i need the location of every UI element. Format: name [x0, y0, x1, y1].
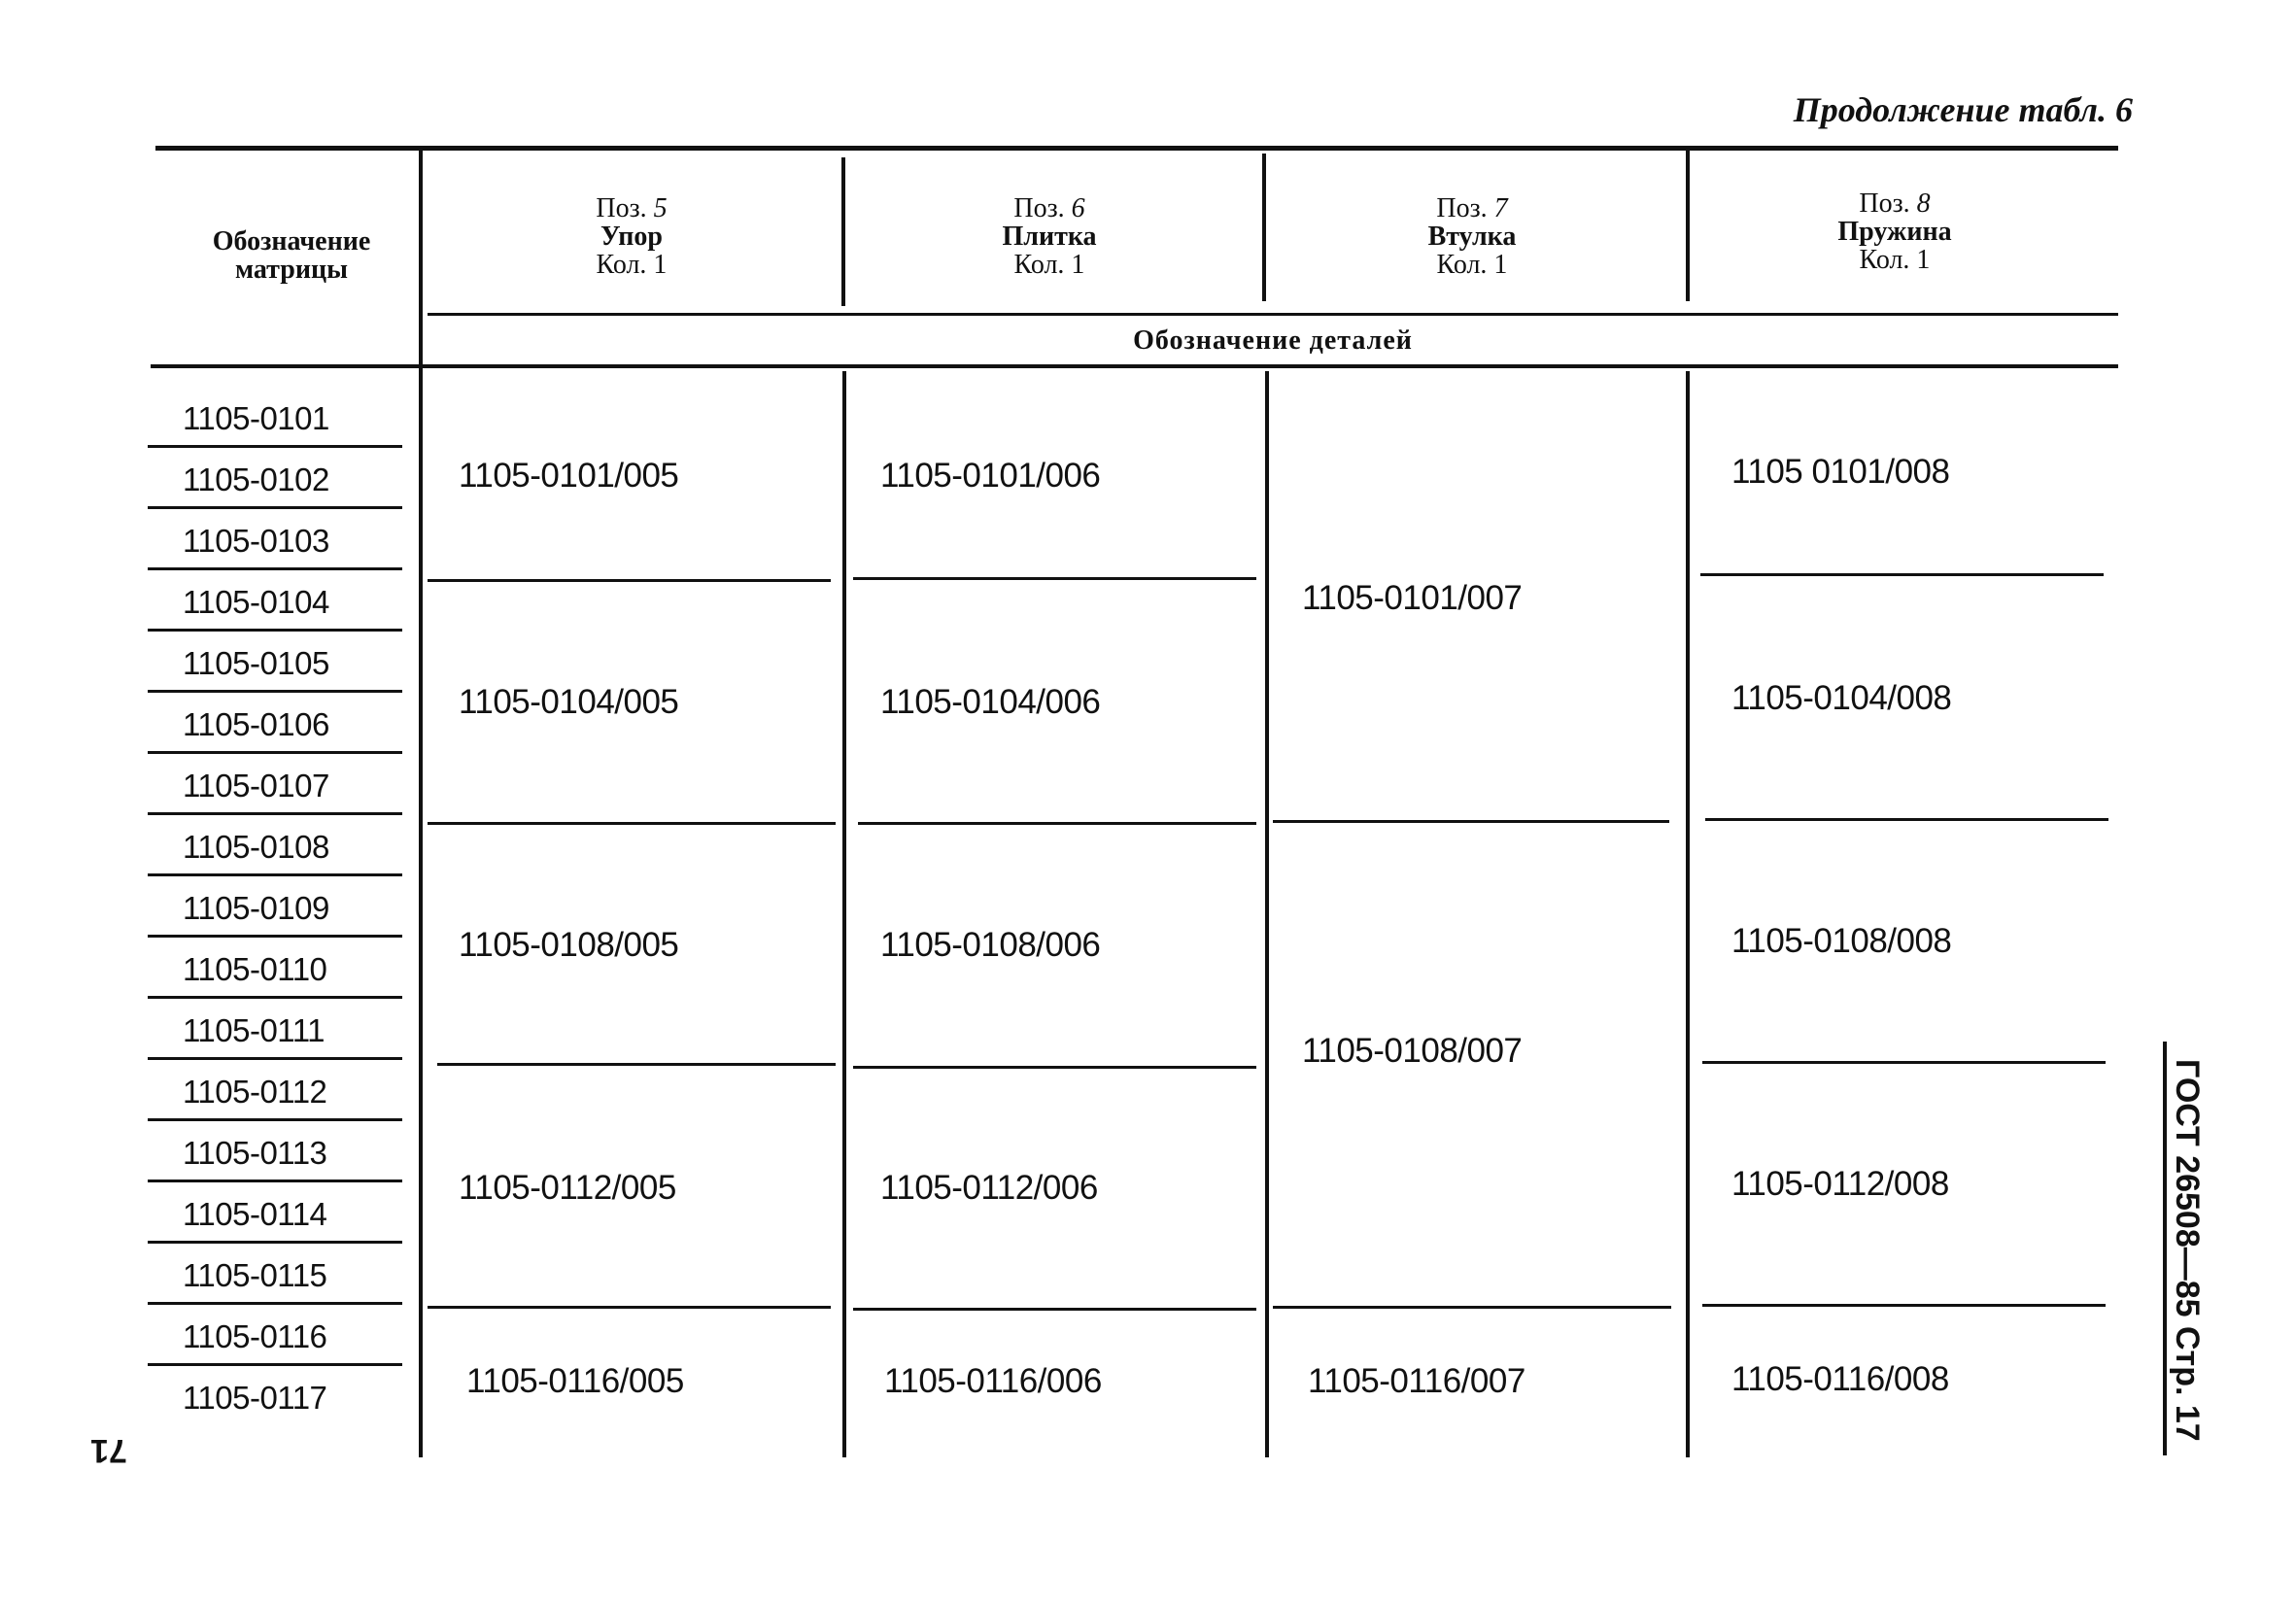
col-header-pos8-pos: Поз. 8 — [1859, 188, 1931, 219]
pos6-sep-2 — [858, 822, 1256, 825]
col-header-pos5-pos: Поз. 5 — [596, 193, 668, 223]
matrix-designation: 1105-0106 — [183, 706, 329, 742]
matrix-row-rule — [148, 751, 402, 754]
matrix-row-rule — [148, 1118, 402, 1121]
col-header-pos5-name: Упор — [600, 222, 663, 252]
continuation-caption: Продолжение табл. 6 — [1793, 90, 2133, 129]
col-header-pos7 — [1346, 194, 1598, 279]
matrix-row-rule — [148, 1363, 402, 1366]
matrix-row-rule — [148, 1241, 402, 1244]
col-line-3 — [1262, 154, 1266, 301]
matrix-row-rule — [148, 873, 402, 876]
col-header-pos6-qty: Кол. 1 — [1013, 250, 1085, 280]
col-header-pos6-name: Плитка — [1002, 222, 1097, 252]
matrix-row-rule — [148, 935, 402, 938]
pos5-sep-3 — [437, 1063, 836, 1066]
pos6-cell: 1105-0101/006 — [880, 457, 1101, 495]
col-line-2b — [842, 371, 846, 1457]
pos7-cell: 1105-0108/007 — [1302, 1032, 1523, 1070]
col-header-pos5-qty: Кол. 1 — [596, 250, 668, 280]
side-standard-label: ГОСТ 26508—85 Стр. 17 — [2169, 1059, 2206, 1442]
matrix-designation: 1105-0117 — [183, 1380, 327, 1416]
pos8-sep-2 — [1705, 818, 2108, 821]
pos7-sep-2 — [1273, 1306, 1671, 1309]
pos7-cell: 1105-0116/007 — [1308, 1362, 1525, 1400]
matrix-header — [155, 227, 428, 284]
pos5-cell: 1105-0101/005 — [459, 457, 679, 495]
col-line-2 — [841, 157, 845, 306]
col-header-pos8-name: Пружина — [1837, 217, 1952, 247]
col-header-pos7-qty: Кол. 1 — [1436, 250, 1508, 280]
matrix-designation: 1105-0113 — [183, 1135, 327, 1171]
pos6-cell: 1105-0108/006 — [880, 926, 1101, 964]
pos5-cell: 1105-0108/005 — [459, 926, 679, 964]
matrix-row-rule — [148, 629, 402, 632]
matrix-row-rule — [148, 506, 402, 509]
pos7-sep-1 — [1273, 820, 1669, 823]
matrix-designation: 1105-0104 — [183, 584, 329, 620]
col-header-pos5 — [505, 194, 758, 279]
table-top-rule — [155, 146, 2118, 151]
col-line-4 — [1686, 151, 1690, 301]
pos5-sep-4 — [428, 1306, 831, 1309]
pos6-cell: 1105-0104/006 — [880, 683, 1101, 721]
pos5-cell: 1105-0112/005 — [459, 1169, 676, 1207]
matrix-designation: 1105-0116 — [183, 1318, 327, 1354]
pos6-cell: 1105-0116/006 — [884, 1362, 1102, 1400]
matrix-header-line-1: Обозначение — [212, 226, 371, 256]
matrix-header-line-2: матрицы — [235, 255, 348, 285]
matrix-row-rule — [148, 567, 402, 570]
matrix-row-rule — [148, 1180, 402, 1182]
header-bottom-rule — [151, 364, 2118, 368]
pos8-cell: 1105-0108/008 — [1731, 922, 1952, 960]
matrix-designation: 1105-0101 — [183, 400, 329, 436]
pos8-cell: 1105-0112/008 — [1731, 1165, 1949, 1203]
matrix-row-rule — [148, 1302, 402, 1305]
details-designation-band: Обозначение деталей — [1133, 325, 1413, 356]
pos7-cell: 1105-0101/007 — [1302, 579, 1523, 617]
pos8-sep-4 — [1702, 1304, 2106, 1307]
pos8-cell: 1105 0101/008 — [1731, 453, 1950, 491]
header-divider — [428, 313, 2118, 316]
pos5-sep-1 — [428, 579, 831, 582]
col-header-pos7-name: Втулка — [1427, 222, 1517, 252]
col-header-pos6-pos: Поз. 6 — [1013, 193, 1085, 223]
matrix-designation: 1105-0105 — [183, 645, 329, 681]
pos5-cell: 1105-0104/005 — [459, 683, 679, 721]
matrix-row-rule — [148, 996, 402, 999]
matrix-designation: 1105-0107 — [183, 768, 329, 804]
page-number: 71 — [90, 1432, 127, 1469]
pos8-cell: 1105-0104/008 — [1731, 679, 1952, 717]
col-header-pos7-pos: Поз. 7 — [1436, 193, 1508, 223]
matrix-designation: 1105-0115 — [183, 1257, 327, 1293]
col-header-pos8-qty: Кол. 1 — [1859, 245, 1931, 275]
matrix-designation: 1105-0108 — [183, 829, 329, 865]
matrix-designation: 1105-0114 — [183, 1196, 327, 1232]
matrix-row-rule — [148, 445, 402, 448]
pos6-sep-3 — [853, 1066, 1256, 1069]
pos6-cell: 1105-0112/006 — [880, 1169, 1098, 1207]
matrix-row-rule — [148, 690, 402, 693]
matrix-designation: 1105-0103 — [183, 523, 329, 559]
pos8-cell: 1105-0116/008 — [1731, 1360, 1949, 1398]
matrix-row-rule — [148, 1057, 402, 1060]
matrix-row-rule — [148, 812, 402, 815]
col-header-pos6 — [923, 194, 1176, 279]
col-line-4b — [1686, 371, 1690, 1457]
pos8-sep-3 — [1702, 1061, 2106, 1064]
pos6-sep-1 — [853, 577, 1256, 580]
pos6-sep-4 — [853, 1308, 1256, 1311]
matrix-designation: 1105-0112 — [183, 1074, 327, 1110]
col-header-pos8 — [1768, 189, 2021, 274]
pos5-cell: 1105-0116/005 — [466, 1362, 684, 1400]
pos8-sep-1 — [1700, 573, 2104, 576]
matrix-designation: 1105-0110 — [183, 951, 327, 987]
col-line-1 — [419, 151, 423, 1457]
matrix-designation: 1105-0102 — [183, 462, 329, 497]
col-line-3b — [1265, 371, 1269, 1457]
matrix-designation: 1105-0111 — [183, 1012, 325, 1048]
matrix-designation: 1105-0109 — [183, 890, 329, 926]
pos5-sep-2 — [428, 822, 836, 825]
